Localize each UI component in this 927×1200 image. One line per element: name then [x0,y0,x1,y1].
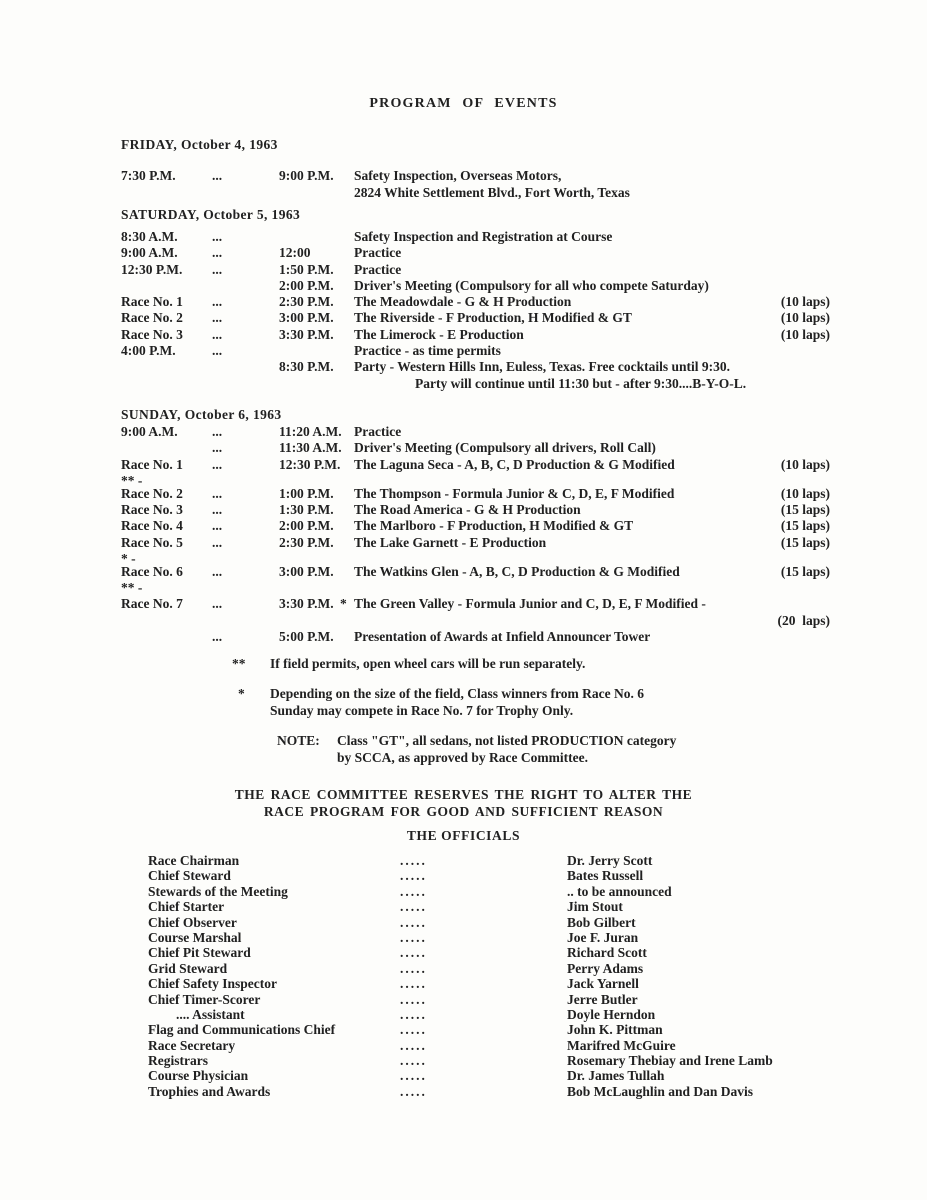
schedule-row [121,327,830,343]
note-text-line1: Class "GT", all sedans, not listed PRODUCTION category [337,733,677,748]
event-description: The Riverside - F Production, H Modified & GT [354,310,632,326]
schedule-row [121,596,830,612]
lap-count: (15 laps) [780,534,830,550]
lap-count: (10 laps) [780,326,830,342]
schedule-row [121,168,830,200]
event-description: Party - Western Hills Inn, Euless, Texas. Free cocktails until 9:30. [354,359,731,375]
schedule-time: 1:30 P.M. [279,502,334,518]
footnote-text: If field permits, open wheel cars will be run separately. [270,656,586,671]
committee-notice-line2: RACE PROGRAM FOR GOOD AND SUFFICIENT REASON [263,803,664,819]
separator-dots: ..... [400,945,427,961]
separator-dots: ... [212,564,223,580]
separator-dots: ..... [400,991,427,1007]
schedule-label: Race No. 1 [121,294,183,310]
official-row [148,853,830,868]
friday-schedule [121,168,830,200]
schedule-label: ** - [121,472,143,488]
separator-dots: ... [212,485,223,501]
separator-dots: ... [212,518,223,534]
schedule-time: 2:30 P.M. [279,294,334,310]
separator-dots: ... [212,343,223,359]
official-row [148,915,830,930]
lap-count: (10 laps) [780,310,830,326]
schedule-label: 9:00 A.M. [121,424,178,439]
event-description: Practice [354,245,402,261]
event-description: The Laguna Seca - A, B, C, D Production & G Modified [354,456,675,472]
event-description: The Road America - G & H Production [354,502,581,518]
separator-dots: ..... [400,960,427,976]
official-row [148,1022,830,1037]
official-name: Jim Stout [567,899,623,915]
separator-dots: ... [212,245,223,261]
separator-dots: ... [212,310,223,326]
official-row [148,899,830,914]
schedule-time: 2:00 P.M. [279,277,334,293]
day-header-friday: FRIDAY, October 4, 1963 [121,137,278,152]
event-description: The Green Valley - Formula Junior and C, D, E, F Modified - [354,596,706,612]
schedule-label: ** - [121,580,143,596]
event-description: The Lake Garnett - E Production [354,534,547,550]
schedule-time: 1:00 P.M. [279,485,334,501]
official-row [148,945,830,960]
schedule-label: Race No. 6 [121,564,183,580]
footnote-text-line2: Sunday may compete in Race No. 7 for Trophy Only. [270,703,574,718]
schedule-time: 3:00 P.M. [279,310,334,326]
event-description: The Watkins Glen - A, B, C, D Production & G Modified [354,564,680,580]
schedule-time: 11:30 A.M. [279,440,342,456]
official-role: Chief Timer-Scorer [148,991,261,1007]
official-role: Flag and Communications Chief [148,1022,336,1038]
day-header-sunday: SUNDAY, October 6, 1963 [121,407,282,422]
schedule-label: * - [121,551,136,567]
event-description-line2: Party will continue until 11:30 but - after 9:30....B-Y-O-L. [415,376,747,392]
official-row [148,1007,830,1022]
separator-dots: ... [212,502,223,518]
document-title: PROGRAM OF EVENTS [369,96,558,111]
official-name: Perry Adams [567,960,644,976]
schedule-time: 1:50 P.M. [279,261,334,277]
schedule-time: 2:00 P.M. [279,518,334,534]
official-name: Doyle Herndon [567,1006,656,1022]
footnote-marker-row [121,473,830,486]
event-description: The Thompson - Formula Junior & C, D, E, F Modified [354,485,675,501]
official-row [148,1038,830,1053]
schedule-label: Race No. 3 [121,326,183,342]
official-role: Grid Steward [148,960,228,976]
schedule-label: 8:30 A.M. [121,229,178,244]
official-role: Course Marshal [148,929,242,945]
footnote-marker: * [238,686,245,701]
schedule-label: 12:30 P.M. [121,261,183,277]
separator-dots: ..... [400,1037,427,1053]
event-description: Safety Inspection and Registration at Course [354,229,613,244]
note-text-line2: by SCCA, as approved by Race Committee. [337,749,588,765]
schedule-label: 9:00 A.M. [121,245,178,261]
schedule-time: 3:30 P.M. [279,326,334,342]
separator-dots: ... [212,596,223,612]
official-row [148,1053,830,1068]
schedule-label: Race No. 2 [121,310,183,326]
schedule-row [121,564,830,580]
official-role: Stewards of the Meeting [148,883,288,899]
event-description-line2: 2824 White Settlement Blvd., Fort Worth, Texas [354,185,630,200]
official-role: Chief Safety Inspector [148,976,277,992]
official-name: Marifred McGuire [567,1037,676,1053]
event-description: Practice [354,424,402,439]
official-row [148,992,830,1007]
official-role: .... Assistant [176,1006,245,1022]
schedule-label: Race No. 5 [121,534,183,550]
separator-dots: ..... [400,1083,427,1099]
lap-count: (10 laps) [780,294,830,310]
official-role: Course Physician [148,1068,249,1084]
lap-count: (20 laps) [777,612,830,628]
official-name: Rosemary Thebiay and Irene Lamb [567,1053,773,1069]
separator-dots: ... [212,628,223,644]
official-name: Bob Gilbert [567,914,636,930]
separator-dots: ..... [400,1006,427,1022]
official-role: Chief Pit Steward [148,945,251,961]
event-description: The Marlboro - F Production, H Modified & GT [354,518,634,534]
schedule-time: 12:30 P.M. [279,456,341,472]
separator-dots: ... [212,424,223,439]
schedule-row [121,229,830,245]
schedule-row [121,457,830,473]
official-name: Richard Scott [567,945,647,961]
lap-count: (10 laps) [780,456,830,472]
separator-dots: ..... [400,1053,427,1069]
separator-dots: ... [212,456,223,472]
lap-count: (10 laps) [780,485,830,501]
footnote-marker-row [121,551,830,567]
official-role: Chief Observer [148,914,237,930]
separator-dots: ..... [400,1022,427,1038]
schedule-label: Race No. 1 [121,456,183,472]
schedule-label: 4:00 P.M. [121,343,176,359]
schedule-row [121,502,830,518]
footnote-marker-row [121,580,830,596]
saturday-schedule [121,229,830,392]
schedule-time: 3:30 P.M. [279,596,334,612]
event-description: Driver's Meeting (Compulsory all drivers, Roll Call) [354,440,656,456]
schedule-label: 7:30 P.M. [121,168,176,183]
schedule-time: 2:30 P.M. [279,534,334,550]
lap-count: (15 laps) [780,502,830,518]
schedule-row [121,294,830,310]
schedule-label: Race No. 7 [121,596,183,612]
official-name: Jerre Butler [567,991,638,1007]
schedule-label: Race No. 4 [121,518,183,534]
official-name: Bates Russell [567,868,644,884]
event-description: The Meadowdale - G & H Production [354,294,572,310]
sunday-schedule [121,424,830,645]
separator-dots: ..... [400,976,427,992]
lap-count: (15 laps) [780,518,830,534]
schedule-row [121,440,830,456]
official-row [148,868,830,883]
official-role: Registrars [148,1053,208,1069]
official-name: Joe F. Juran [567,929,639,945]
note-label: NOTE: [277,733,320,748]
official-row [148,930,830,945]
official-name: John K. Pittman [567,1022,663,1038]
schedule-time: 11:20 A.M. [279,424,342,439]
schedule-time: 12:00 [279,245,311,261]
schedule-row [121,343,830,359]
schedule-row [121,535,830,551]
schedule-row [121,629,830,645]
official-role: Race Secretary [148,1037,236,1053]
schedule-time: 8:30 P.M. [279,359,334,375]
committee-notice [0,787,927,820]
separator-dots: ..... [400,1068,427,1084]
footnote-marker: ** [232,656,246,671]
official-role: Race Chairman [148,853,240,868]
separator-dots: ... [212,168,223,183]
separator-dots: ... [212,534,223,550]
schedule-row [121,424,830,440]
schedule-row [121,245,830,261]
separator-dots: ... [212,326,223,342]
official-role: Chief Starter [148,899,225,915]
schedule-label: Race No. 2 [121,485,183,501]
official-row [148,1084,830,1099]
event-description: Practice [354,261,402,277]
official-name: Dr. Jerry Scott [567,853,653,868]
official-name: .. to be announced [567,883,672,899]
lap-count: (15 laps) [780,564,830,580]
schedule-row [121,359,830,392]
schedule-row [121,310,830,326]
official-row [148,976,830,991]
schedule-row [121,262,830,278]
separator-dots: ..... [400,914,427,930]
officials-heading: THE OFFICIALS [406,828,521,843]
official-name: Jack Yarnell [567,976,639,992]
official-name: Bob McLaughlin and Dan Davis [567,1083,754,1099]
event-description: Practice - as time permits [354,343,501,359]
separator-dots: ..... [400,883,427,899]
separator-dots: ..... [400,899,427,915]
separator-dots: ..... [400,868,427,884]
footnote-star: * [340,596,347,612]
schedule-time: 3:00 P.M. [279,564,334,580]
official-role: Trophies and Awards [148,1083,271,1099]
schedule-label: Race No. 3 [121,502,183,518]
separator-dots: ... [212,440,223,456]
event-description: Safety Inspection, Overseas Motors, [354,168,562,183]
schedule-row [121,278,830,294]
committee-notice-line1: THE RACE COMMITTEE RESERVES THE RIGHT TO ALTER THE [234,787,693,802]
day-header-saturday: SATURDAY, October 5, 1963 [121,207,301,222]
official-row [148,961,830,976]
event-description: The Limerock - E Production [354,326,524,342]
separator-dots: ... [212,294,223,310]
schedule-row [121,518,830,534]
schedule-row [121,486,830,502]
schedule-time: 9:00 P.M. [279,168,334,183]
schedule-row [121,613,830,629]
official-role: Chief Steward [148,868,231,884]
footnote-text-line1: Depending on the size of the field, Class winners from Race No. 6 [270,686,644,701]
event-description: Driver's Meeting (Compulsory for all who compete Saturday) [354,277,709,293]
schedule-time: 5:00 P.M. [279,628,334,644]
separator-dots: ... [212,229,223,244]
official-row [148,884,830,899]
officials-list [148,853,830,1099]
official-row [148,1068,830,1083]
separator-dots: ... [212,261,223,277]
official-name: Dr. James Tullah [567,1068,665,1084]
separator-dots: ..... [400,853,427,868]
event-description: Presentation of Awards at Infield Announcer Tower [354,628,651,644]
separator-dots: ..... [400,929,427,945]
